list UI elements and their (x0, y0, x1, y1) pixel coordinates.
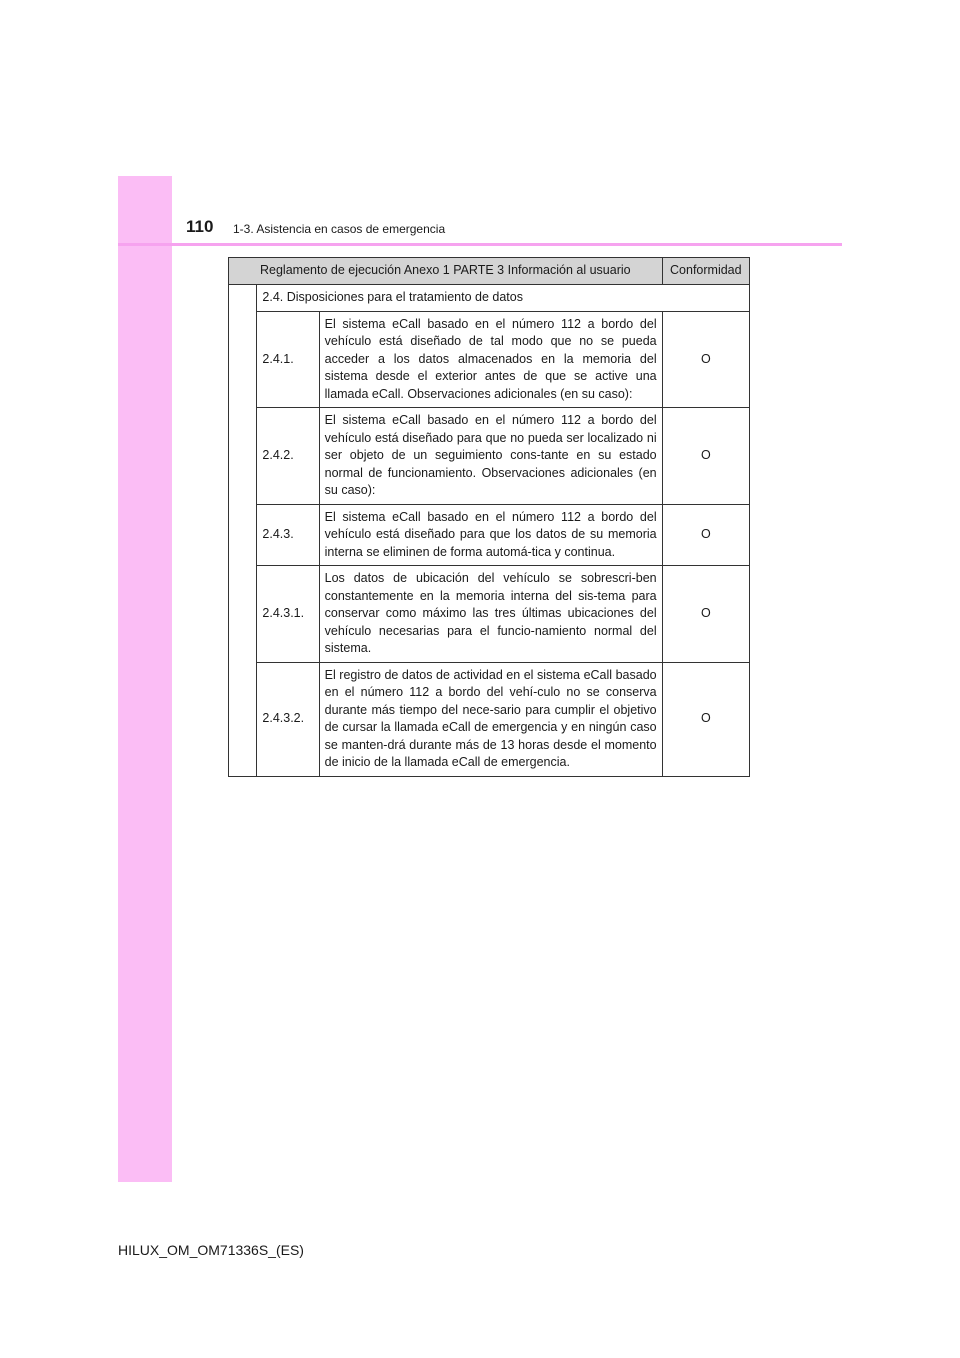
clause-text: El sistema eCall basado en el número 112 a bordo del vehículo está diseñado de tal modo que no se pueda acceder a los datos almacenados en la memoria del sistema desde el exterior antes de que se active una llamada eCall. Observaciones adicionales (en su caso): (319, 311, 662, 408)
regulation-header: Reglamento de ejecución Anexo 1 PARTE 3 Información al usuario (229, 258, 663, 285)
subsection-row (229, 285, 750, 312)
page-number: 110 (186, 217, 214, 236)
conformity-value: O (662, 504, 749, 566)
clause-number: 2.4.1. (257, 311, 319, 408)
table-header-row (229, 258, 750, 285)
clause-number: 2.4.3.2. (257, 662, 319, 776)
section-title: 1-3. Asistencia en casos de emergencia (233, 222, 446, 236)
table-row (229, 566, 750, 663)
clause-text: El sistema eCall basado en el número 112 a bordo del vehículo está diseñado para que los datos de su memoria interna se eliminen de forma automá-tica y continua. (319, 504, 662, 566)
clause-text: Los datos de ubicación del vehículo se sobrescri-ben constantemente en la memoria interna del sis-tema para conservar como máximo las tres últimas ubicaciones del vehículo necesarias para el funcio-namiento normal del sistema. (319, 566, 662, 663)
conformity-value: O (662, 566, 749, 663)
clause-text: El sistema eCall basado en el número 112 a bordo del vehículo está diseñado para que no pueda ser localizado ni ser objeto de un seguimiento cons-tante en su estado normal de funcionamiento. Observaciones adicionales (en su caso): (319, 408, 662, 505)
table-row (229, 408, 750, 505)
clause-number: 2.4.3. (257, 504, 319, 566)
table-row (229, 311, 750, 408)
conformity-value: O (662, 662, 749, 776)
conformity-header: Conformidad (662, 258, 749, 285)
table-row (229, 504, 750, 566)
table-row (229, 662, 750, 776)
clause-number: 2.4.2. (257, 408, 319, 505)
regulation-table (228, 257, 750, 777)
conformity-value: O (662, 311, 749, 408)
subsection-title: 2.4. Disposiciones para el tratamiento de datos (257, 285, 750, 312)
blank-cell (229, 285, 257, 777)
header-rule (118, 243, 842, 246)
conformity-value: O (662, 408, 749, 505)
clause-number: 2.4.3.1. (257, 566, 319, 663)
side-color-band (118, 176, 172, 1182)
clause-text: El registro de datos de actividad en el sistema eCall basado en el número 112 a bordo del vehí-culo no se conserva durante más tiempo del nece-sario para cumplir el objetivo de cursar la llamada eCall de emergencia y en ningún caso se manten-drá durante más de 13 horas desde el momento de inicio de la llamada eCall de emergencia. (319, 662, 662, 776)
document-code: HILUX_OM_OM71336S_(ES) (118, 1242, 304, 1258)
